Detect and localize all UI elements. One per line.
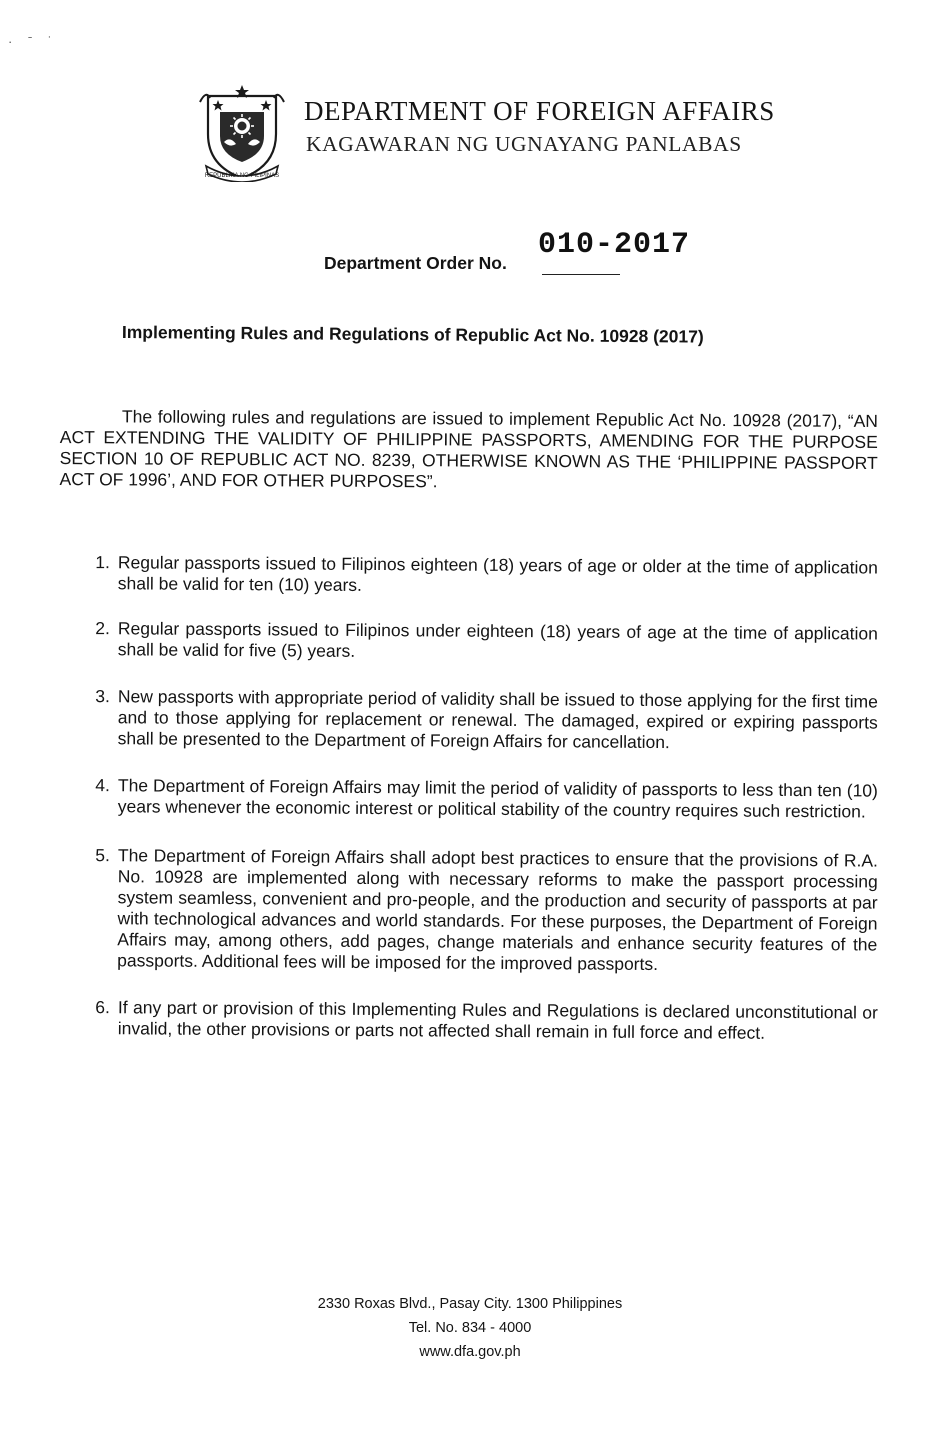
svg-text:REPUBLIKA NG PILIPINAS: REPUBLIKA NG PILIPINAS xyxy=(204,173,280,179)
letterhead xyxy=(196,82,816,192)
dfa-seal-logo xyxy=(196,82,288,182)
department-order xyxy=(324,228,744,278)
order-number: 010-2017 xyxy=(538,228,691,262)
list-item xyxy=(82,686,878,755)
footer-contact xyxy=(250,1292,690,1364)
list-item xyxy=(82,552,878,600)
item-number: 1. xyxy=(95,552,110,573)
footer-telephone: Tel. No. 834 - 4000 xyxy=(408,1320,532,1336)
item-number: 5. xyxy=(95,845,110,866)
scan-specks: · ˉ ˙ xyxy=(8,34,59,49)
item-text: The Department of Foreign Affairs shall adopt best practices to ensure that the provisions of R.A. No. 10928 are implemented along with necessary reforms to make the passport processing system seamless, convenient and pro-people, and the production and security of passports at par with technological advances and world standards. For these purposes, the Department of Foreign Affairs may, among others, add pages, change materials and enhance security features of the passports. Additional fees will be imposed for the improved passports. xyxy=(117,845,878,975)
rules-list xyxy=(82,552,878,1043)
document-subject: Implementing Rules and Regulations of Republic Act No. 10928 (2017) xyxy=(121,322,704,347)
department-name-filipino: KAGAWARAN NG UGNAYANG PANLABAS xyxy=(306,132,742,156)
item-text: If any part or provision of this Implementing Rules and Regulations is declared unconstitutional or invalid, the other provisions or parts not affected shall remain in full force and effect. xyxy=(117,997,878,1043)
order-label: Department Order No. xyxy=(324,253,507,273)
item-number: 4. xyxy=(95,775,110,796)
list-item xyxy=(82,997,878,1045)
item-number: 6. xyxy=(95,997,110,1018)
item-text: Regular passports issued to Filipinos under eighteen (18) years of age at the time of application shall be valid for five (5) years. xyxy=(117,618,878,661)
item-number: 2. xyxy=(95,618,110,639)
item-text: New passports with appropriate period of validity shall be issued to those applying for the first time and to those applying for replacement or renewal. The damaged, expired or expiring passports shall be presented to the Department of Foreign Affairs for cancellation. xyxy=(117,686,878,753)
footer-address: 2330 Roxas Blvd., Pasay City. 1300 Philippines xyxy=(317,1296,623,1312)
order-number-underline xyxy=(542,274,620,275)
intro-paragraph: The following rules and regulations are issued to implement Republic Act No. 10928 (2017), “AN ACT EXTENDING THE VALIDITY OF PHILIPPINE PASSPORTS, AMENDING FOR THE PURPOSE SECTION 10 OF REPUBLIC ACT NO. 8239, OTHERWISE KNOWN AS THE ‘PHILIPPINE PASSPORT ACT OF 1996’, AND FOR OTHER PURPOSES”. xyxy=(59,405,878,491)
list-item xyxy=(82,775,878,823)
footer-website: www.dfa.gov.ph xyxy=(419,1344,521,1360)
department-name: DEPARTMENT OF FOREIGN AFFAIRS xyxy=(304,96,775,126)
item-number: 3. xyxy=(95,686,110,707)
item-text: Regular passports issued to Filipinos eighteen (18) years of age or older at the time of application shall be valid for ten (10) years. xyxy=(117,552,878,595)
list-item xyxy=(82,618,878,666)
list-item xyxy=(81,845,878,977)
item-text: The Department of Foreign Affairs may limit the period of validity of passports to less than ten (10) years whenever the economic interest or political stability of the country requires such restriction. xyxy=(117,775,878,822)
